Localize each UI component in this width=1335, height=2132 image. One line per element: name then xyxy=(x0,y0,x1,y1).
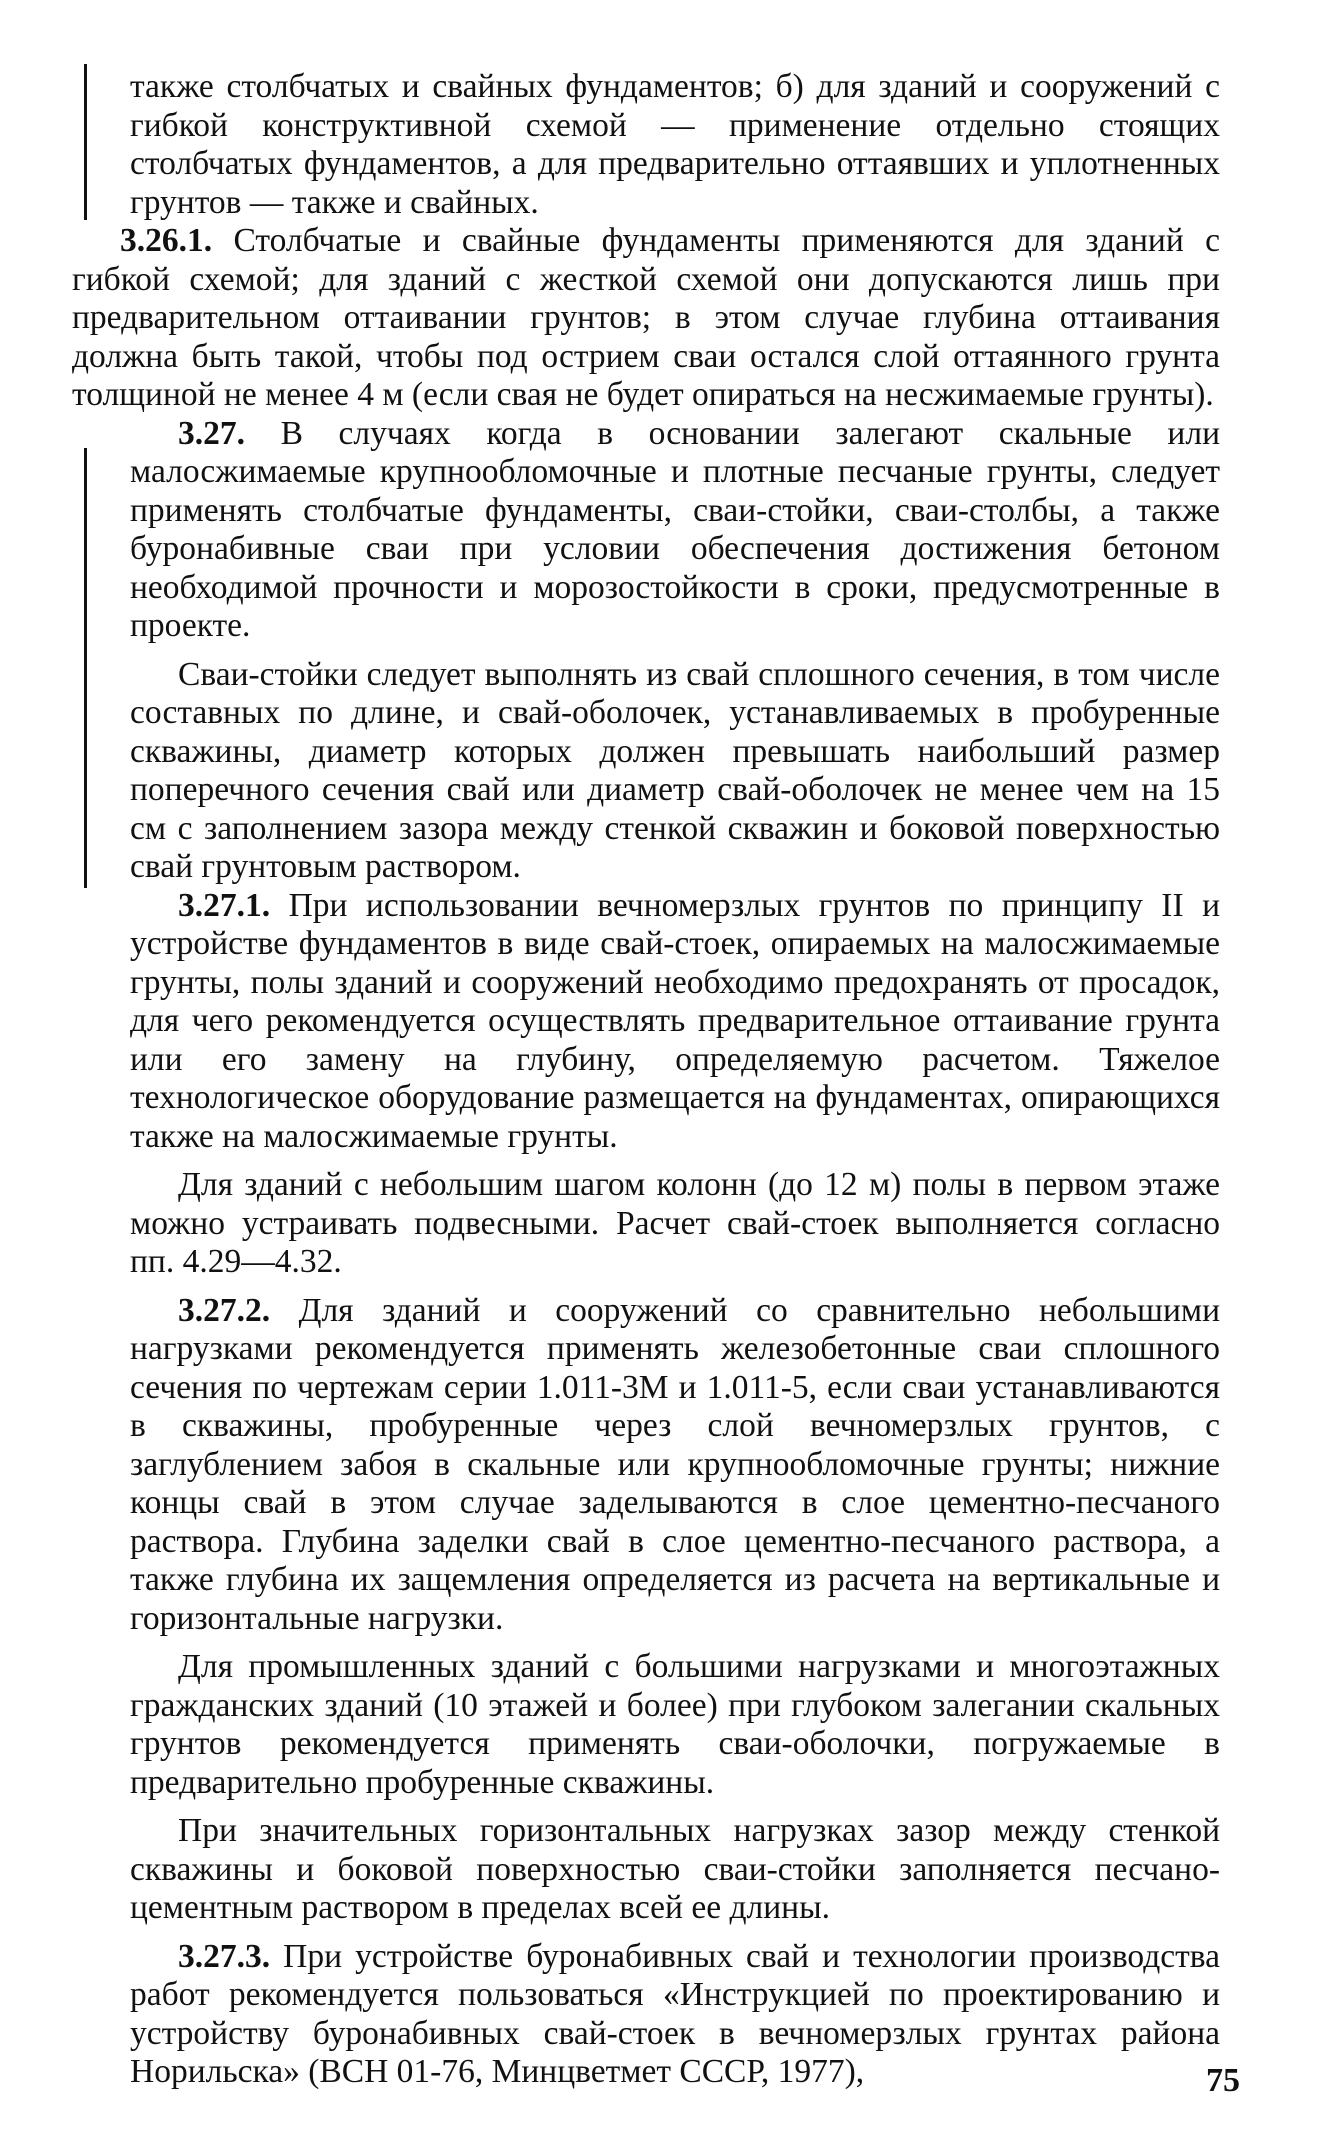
clause-number: 3.27.1. xyxy=(178,886,271,924)
clause-number: 3.26.1. xyxy=(120,222,213,259)
revision-bar-middle xyxy=(84,448,87,888)
page-number: 75 xyxy=(1206,2062,1240,2099)
paragraph-3-27: 3.27. В случаях когда в основании залегают скальные или малосжимаемые крупнообломочные и плотные песчаные грунты, следует применять столбчатые фундаменты, сваи-стойки, сваи-столбы, а также буронабивные сваи при условии обеспечения достижения бетоном необходимой прочности и морозостойкости в сроки, предусмотренные в проекте. xyxy=(130,414,1221,644)
revision-bar-top xyxy=(84,64,87,220)
paragraph-3-27-2: 3.27.2. Для зданий и сооружений со сравнительно небольшими нагрузками рекомендуется применять железобетонные сваи сплошного сечения по чертежам серии 1.011-3М и 1.011-5, если сваи устанавливаются в скважины, пробуренные через слой вечномерзлых грунтов, с заглублением забоя в скальные или крупнообломочные грунты; нижние концы свай в этом случае заделываются в слое цементно-песчаного раствора. Глубина заделки свай в слое цементно-песчаного раствора, а также глубина их защемления определяется из расчета на вертикальные и горизонтальные нагрузки. xyxy=(130,1291,1221,1637)
paragraph-floors: Для зданий с небольшим шагом колонн (до 12 м) полы в первом этаже можно устраивать подвесными. Расчет свай-стоек выполняется согласно пп. 4.29—4.32. xyxy=(130,1166,1220,1280)
paragraph-industrial-buildings: Для промышленных зданий с большими нагрузками и многоэтажных гражданских зданий (10 этажей и более) при глубоком залегании скальных грунтов рекомендуется применять сваи-оболочки, погружаемые в предварительно пробуренные скважины. xyxy=(130,1648,1220,1801)
paragraph-3-27-3: 3.27.3. При устройстве буронабивных свай и технологии производства работ рекомендуется пользоваться «Инструкцией по проектированию и устройству буронабивных свай-стоек в вечномерзлых грунтах района Норильска» (ВСН 01-76, Минцветмет СССР, 1977), xyxy=(130,1937,1221,2090)
paragraph-3-26-1: 3.26.1. Столбчатые и свайные фундаменты применяются для зданий с гибкой схемой; для зданий с жесткой схемой они допускаются лишь при предварительном оттаивании грунтов; в этом случае глубина оттаивания должна быть такой, чтобы под острием сваи остался слой оттаянного грунта толщиной не менее 4 м (если свая не будет опираться на несжимаемые грунты). xyxy=(72,222,1220,413)
document-page xyxy=(72,68,1221,2092)
clause-number: 3.27.3. xyxy=(178,1937,271,1975)
paragraph-piles-columns: Сваи-стойки следует выполнять из свай сплошного сечения, в том числе составных по длине, и свай-оболочек, устанавливаемых в пробуренные скважины, диаметр которых должен превышать наибольший размер поперечного сечения свай или диаметр свай-оболочек не менее чем на 15 см с заполнением зазора между стенкой скважин и боковой поверхностью свай грунтовым раствором. xyxy=(130,655,1220,885)
paragraph-horizontal-loads: При значительных горизонтальных нагрузках зазор между стенкой скважины и боковой поверхностью сваи-стойки заполняется песчано-цементным раствором в пределах всей ее длины. xyxy=(130,1812,1220,1926)
paragraph-3-27-1: 3.27.1. При использовании вечномерзлых грунтов по принципу II и устройстве фундаментов в виде свай-стоек, опираемых на малосжимаемые грунты, полы зданий и сооружений необходимо предохранять от просадок, для чего рекомендуется осуществлять предварительное оттаивание грунта или его замену на глубину, определяемую расчетом. Тяжелое технологическое оборудование размещается на фундаментах, опирающихся также на малосжимаемые грунты. xyxy=(130,886,1221,1155)
clause-number: 3.27. xyxy=(178,414,245,452)
clause-number: 3.27.2. xyxy=(178,1291,271,1329)
paragraph-continuation: также столбчатых и свайных фундаментов; б) для зданий и сооружений с гибкой конструктивной схемой — применение отдельно стоящих столбчатых фундаментов, а для предварительно оттаявших и уплотненных грунтов — также и свайных. xyxy=(130,68,1220,221)
